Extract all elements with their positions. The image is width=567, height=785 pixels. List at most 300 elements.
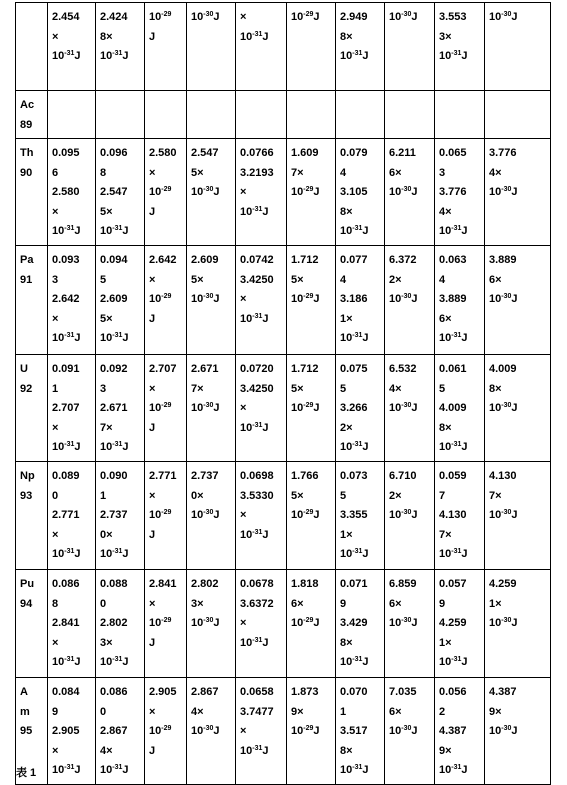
- cell-text: J: [149, 528, 156, 541]
- value-cell: [236, 139, 287, 246]
- cell-text: 2.802: [100, 617, 128, 629]
- value-cell: [96, 355, 145, 462]
- cell-text: $10^{-31}J$: [240, 744, 269, 757]
- cell-text: 3.4250: [240, 273, 274, 286]
- value-cell: [336, 570, 385, 678]
- cell-text: 2.609: [100, 293, 128, 305]
- cell-text: 3.186: [340, 293, 368, 305]
- value-cell: [96, 570, 145, 678]
- cell-text: $10^{-31}J$: [52, 332, 81, 344]
- cell-text: 3.4250: [240, 382, 274, 395]
- data-table: [15, 2, 551, 785]
- element-cell: [16, 570, 48, 678]
- value-cell: [187, 570, 236, 678]
- value-cell: [48, 570, 96, 678]
- cell-text: ×: [149, 705, 156, 718]
- cell-text: 5×: [291, 489, 304, 502]
- cell-text: $10^{-31}J$: [340, 656, 369, 668]
- cell-text: ×: [149, 489, 156, 502]
- value-cell: [96, 3, 145, 91]
- cell-text: 3.5330: [240, 489, 274, 502]
- cell-text: 1×: [340, 528, 353, 541]
- cell-text: 5×: [191, 273, 204, 286]
- cell-text: $10^{-29}$: [149, 186, 172, 198]
- value-cell: [236, 355, 287, 462]
- value-cell: [48, 246, 96, 355]
- table-row: [16, 246, 551, 355]
- cell-text: 0.084: [52, 686, 80, 698]
- cell-text: 3.776: [439, 186, 467, 198]
- value-cell: [435, 355, 485, 462]
- cell-text: Pa: [20, 254, 34, 266]
- value-cell: [236, 91, 287, 139]
- cell-text: $10^{-30}J$: [191, 509, 220, 521]
- cell-text: $10^{-30}J$: [389, 186, 418, 198]
- value-cell: [287, 570, 336, 678]
- cell-text: $10^{-31}J$: [100, 656, 129, 668]
- cell-text: J: [149, 421, 156, 434]
- cell-text: $10^{-31}J$: [100, 332, 129, 344]
- cell-text: $10^{-31}J$: [100, 50, 129, 62]
- cell-text: 6×: [439, 312, 452, 325]
- cell-text: 8×: [439, 421, 452, 434]
- cell-text: 8×: [100, 30, 113, 43]
- value-cell: [48, 139, 96, 246]
- element-cell: [16, 462, 48, 570]
- cell-text: 0.0742: [240, 254, 274, 266]
- cell-text: 1×: [439, 636, 452, 649]
- table-row: [16, 462, 551, 570]
- cell-text: 6×: [291, 597, 304, 610]
- cell-text: 2.905: [149, 686, 177, 698]
- cell-text: 2: [439, 705, 446, 718]
- cell-text: 3: [52, 273, 59, 286]
- table-caption: 表 1: [16, 767, 37, 779]
- cell-text: 0.073: [340, 470, 368, 482]
- cell-text: A: [20, 686, 28, 698]
- table-row: [16, 3, 551, 91]
- cell-text: $10^{-29}$: [149, 617, 172, 629]
- cell-text: Ac: [20, 99, 35, 111]
- cell-text: 4×: [389, 382, 402, 395]
- cell-text: ×: [240, 402, 247, 414]
- cell-text: 7×: [439, 528, 452, 541]
- cell-text: $10^{-29}$: [149, 293, 172, 305]
- cell-text: 1.609: [291, 147, 319, 159]
- cell-text: 9×: [291, 705, 304, 718]
- cell-text: 9×: [489, 705, 502, 718]
- cell-text: 4×: [191, 705, 204, 718]
- cell-text: 4×: [100, 744, 113, 757]
- cell-text: J: [149, 30, 156, 43]
- cell-text: 3.6372: [240, 597, 274, 610]
- cell-text: 94: [20, 597, 33, 610]
- cell-text: 3.776: [489, 147, 517, 159]
- cell-text: 6×: [389, 597, 402, 610]
- cell-text: ×: [240, 11, 247, 23]
- cell-text: 4: [340, 166, 347, 179]
- cell-text: 93: [20, 489, 33, 502]
- element-cell: [16, 91, 48, 139]
- cell-text: 2.671: [191, 363, 219, 375]
- cell-text: 3: [100, 382, 107, 395]
- value-cell: [96, 678, 145, 785]
- value-cell: [287, 678, 336, 785]
- cell-text: 0: [52, 489, 59, 502]
- cell-text: 5×: [100, 312, 113, 325]
- value-cell: [236, 462, 287, 570]
- cell-text: $10^{-30}J$: [389, 402, 418, 414]
- cell-text: 2.580: [149, 147, 177, 159]
- cell-text: J: [149, 205, 156, 218]
- cell-text: J: [149, 636, 156, 649]
- element-cell: [16, 139, 48, 246]
- value-cell: [435, 462, 485, 570]
- cell-text: 2.949: [340, 11, 368, 23]
- value-cell: [385, 570, 435, 678]
- cell-text: ×: [52, 528, 59, 541]
- value-cell: [435, 570, 485, 678]
- cell-text: 2.867: [191, 686, 219, 698]
- cell-text: 3×: [191, 597, 204, 610]
- cell-text: 0.063: [439, 254, 467, 266]
- cell-text: 3.105: [340, 186, 368, 198]
- value-cell: [145, 3, 187, 91]
- cell-text: $10^{-31}J$: [100, 764, 129, 776]
- table-row: [16, 355, 551, 462]
- cell-text: 0.089: [52, 470, 80, 482]
- cell-text: $10^{-30}J$: [489, 725, 518, 737]
- value-cell: [435, 139, 485, 246]
- cell-text: 2.642: [149, 254, 177, 266]
- cell-text: 3.889: [489, 254, 517, 266]
- cell-text: $10^{-31}J$: [240, 421, 269, 434]
- cell-text: 2.905: [52, 725, 80, 737]
- cell-text: ×: [240, 293, 247, 305]
- cell-text: 2.841: [149, 578, 177, 590]
- cell-text: 0.061: [439, 363, 467, 375]
- cell-text: 3.553: [439, 11, 467, 23]
- value-cell: [336, 3, 385, 91]
- cell-text: 0.092: [100, 363, 128, 375]
- cell-text: 4.387: [489, 686, 517, 698]
- cell-text: $10^{-31}J$: [52, 656, 81, 668]
- value-cell: [287, 246, 336, 355]
- cell-text: 0.0658: [240, 686, 274, 698]
- cell-text: $10^{-31}J$: [100, 225, 129, 237]
- cell-text: 3.355: [340, 509, 368, 521]
- cell-text: $10^{-31}J$: [52, 548, 81, 560]
- cell-text: 4: [340, 273, 347, 286]
- cell-text: 0.095: [52, 147, 80, 159]
- cell-text: $10^{-31}J$: [240, 636, 269, 649]
- cell-text: 6.710: [389, 470, 417, 482]
- cell-text: 4.130: [439, 509, 467, 521]
- value-cell: [96, 91, 145, 139]
- value-cell: [187, 246, 236, 355]
- value-cell: [485, 355, 551, 462]
- cell-text: 7×: [191, 382, 204, 395]
- cell-text: 1.873: [291, 686, 319, 698]
- cell-text: $10^{-30}J$: [489, 402, 518, 414]
- cell-text: ×: [52, 636, 59, 649]
- cell-text: Np: [20, 470, 35, 482]
- value-cell: [287, 91, 336, 139]
- cell-text: 0.0698: [240, 470, 274, 482]
- cell-text: $10^{-30}J$: [191, 11, 220, 23]
- cell-text: 6×: [489, 273, 502, 286]
- cell-text: 6.859: [389, 578, 417, 590]
- cell-text: 2×: [340, 421, 353, 434]
- cell-text: 0.091: [52, 363, 80, 375]
- value-cell: [485, 246, 551, 355]
- cell-text: 7×: [489, 489, 502, 502]
- table-body: [16, 3, 551, 785]
- value-cell: [96, 246, 145, 355]
- cell-text: $10^{-29}J$: [291, 617, 320, 629]
- cell-text: 5×: [291, 382, 304, 395]
- cell-text: 89: [20, 118, 33, 131]
- cell-text: 4.009: [489, 363, 517, 375]
- cell-text: 2.609: [191, 254, 219, 266]
- value-cell: [485, 678, 551, 785]
- cell-text: 95: [20, 725, 33, 737]
- table-row: [16, 91, 551, 139]
- value-cell: [385, 246, 435, 355]
- cell-text: 6.532: [389, 363, 417, 375]
- cell-text: ×: [240, 186, 247, 198]
- cell-text: 6×: [389, 166, 402, 179]
- cell-text: J: [149, 312, 156, 325]
- cell-text: $10^{-30}J$: [489, 293, 518, 305]
- cell-text: 8×: [340, 744, 353, 757]
- cell-text: 5×: [100, 205, 113, 218]
- cell-text: 0.094: [100, 254, 128, 266]
- cell-text: $10^{-30}J$: [191, 186, 220, 198]
- cell-text: 0: [100, 705, 107, 718]
- cell-text: 1×: [340, 312, 353, 325]
- cell-text: 2.841: [52, 617, 80, 629]
- cell-text: 3.517: [340, 725, 368, 737]
- cell-text: 0: [100, 597, 107, 610]
- cell-text: 2.707: [149, 363, 177, 375]
- cell-text: ×: [240, 725, 247, 737]
- cell-text: $10^{-29}J$: [291, 509, 320, 521]
- cell-text: ×: [149, 382, 156, 395]
- cell-text: 1×: [489, 597, 502, 610]
- cell-text: 9: [52, 705, 59, 718]
- value-cell: [145, 462, 187, 570]
- cell-text: m: [20, 705, 30, 718]
- cell-text: 2.737: [100, 509, 128, 521]
- cell-text: Th: [20, 147, 34, 159]
- value-cell: [435, 91, 485, 139]
- cell-text: 0.090: [100, 470, 128, 482]
- cell-text: 1: [52, 382, 59, 395]
- cell-text: $10^{-29}J$: [291, 402, 320, 414]
- value-cell: [385, 139, 435, 246]
- cell-text: ×: [240, 509, 247, 521]
- value-cell: [435, 246, 485, 355]
- cell-text: 4×: [439, 205, 452, 218]
- element-cell: [16, 355, 48, 462]
- cell-text: ×: [149, 597, 156, 610]
- value-cell: [485, 3, 551, 91]
- table-row: [16, 139, 551, 246]
- cell-text: 0.075: [340, 363, 368, 375]
- cell-text: 7: [439, 489, 446, 502]
- value-cell: [236, 570, 287, 678]
- cell-text: $10^{-29}J$: [291, 186, 320, 198]
- cell-text: 6: [52, 166, 59, 179]
- cell-text: $10^{-31}J$: [100, 548, 129, 560]
- value-cell: [145, 91, 187, 139]
- cell-text: 2.454: [52, 11, 80, 23]
- value-cell: [485, 139, 551, 246]
- cell-text: $10^{-31}J$: [439, 332, 468, 344]
- cell-text: 1.818: [291, 578, 319, 590]
- value-cell: [96, 139, 145, 246]
- cell-text: $10^{-30}J$: [489, 617, 518, 629]
- cell-text: 8×: [489, 382, 502, 395]
- cell-text: ×: [240, 617, 247, 629]
- cell-text: 2.547: [100, 186, 128, 198]
- value-cell: [236, 678, 287, 785]
- cell-text: 2.671: [100, 402, 128, 414]
- cell-text: 2.771: [52, 509, 80, 521]
- cell-text: 7×: [291, 166, 304, 179]
- value-cell: [385, 462, 435, 570]
- value-cell: [236, 246, 287, 355]
- cell-text: $10^{-30}J$: [389, 617, 418, 629]
- cell-text: 3×: [100, 636, 113, 649]
- cell-text: $10^{-29}J$: [291, 725, 320, 737]
- value-cell: [48, 91, 96, 139]
- cell-text: 7.035: [389, 686, 417, 698]
- cell-text: 2.547: [191, 147, 219, 159]
- value-cell: [336, 355, 385, 462]
- cell-text: $10^{-30}J$: [489, 186, 518, 198]
- cell-text: 0.0766: [240, 147, 274, 159]
- cell-text: $10^{-31}J$: [240, 528, 269, 541]
- cell-text: $10^{-30}J$: [389, 11, 418, 23]
- cell-text: 5: [340, 489, 347, 502]
- cell-text: 0.096: [100, 147, 128, 159]
- value-cell: [287, 462, 336, 570]
- value-cell: [287, 355, 336, 462]
- cell-text: $10^{-29}J$: [291, 11, 320, 23]
- cell-text: 0.093: [52, 254, 80, 266]
- cell-text: 0.056: [439, 686, 467, 698]
- cell-text: 4.387: [439, 725, 467, 737]
- element-cell: [16, 3, 48, 91]
- cell-text: 91: [20, 273, 33, 286]
- cell-text: 2.867: [100, 725, 128, 737]
- cell-text: $10^{-30}J$: [389, 509, 418, 521]
- cell-text: $10^{-30}J$: [191, 293, 220, 305]
- value-cell: [145, 139, 187, 246]
- cell-text: $10^{-31}J$: [340, 50, 369, 62]
- cell-text: $10^{-31}J$: [439, 656, 468, 668]
- value-cell: [336, 91, 385, 139]
- cell-text: 3.266: [340, 402, 368, 414]
- cell-text: ×: [52, 744, 59, 757]
- value-cell: [187, 91, 236, 139]
- cell-text: 6.372: [389, 254, 417, 266]
- cell-text: 2.424: [100, 11, 128, 23]
- cell-text: 2×: [389, 489, 402, 502]
- value-cell: [48, 678, 96, 785]
- value-cell: [336, 246, 385, 355]
- cell-text: 1.712: [291, 363, 319, 375]
- value-cell: [48, 462, 96, 570]
- value-cell: [187, 355, 236, 462]
- cell-text: 4.130: [489, 470, 517, 482]
- cell-text: 9: [340, 597, 347, 610]
- cell-text: $10^{-29}$: [149, 725, 172, 737]
- cell-text: $10^{-30}J$: [191, 402, 220, 414]
- cell-text: 5: [439, 382, 446, 395]
- value-cell: [435, 678, 485, 785]
- value-cell: [236, 3, 287, 91]
- cell-text: 8×: [340, 205, 353, 218]
- cell-text: 5: [340, 382, 347, 395]
- cell-text: 92: [20, 382, 33, 395]
- cell-text: ×: [52, 312, 59, 325]
- cell-text: $10^{-31}J$: [52, 50, 81, 62]
- cell-text: 3.2193: [240, 166, 274, 179]
- cell-text: ×: [52, 421, 59, 434]
- cell-text: 0.065: [439, 147, 467, 159]
- value-cell: [187, 462, 236, 570]
- cell-text: 90: [20, 166, 33, 179]
- value-cell: [145, 355, 187, 462]
- cell-text: 0.079: [340, 147, 368, 159]
- cell-text: $10^{-30}J$: [191, 725, 220, 737]
- cell-text: 2×: [389, 273, 402, 286]
- value-cell: [485, 570, 551, 678]
- cell-text: 1.766: [291, 470, 319, 482]
- value-cell: [287, 3, 336, 91]
- cell-text: 1: [100, 489, 107, 502]
- cell-text: 0.077: [340, 254, 368, 266]
- cell-text: 0×: [191, 489, 204, 502]
- value-cell: [336, 139, 385, 246]
- cell-text: $10^{-31}J$: [340, 441, 369, 453]
- value-cell: [435, 3, 485, 91]
- value-cell: [145, 570, 187, 678]
- cell-text: 6×: [389, 705, 402, 718]
- value-cell: [48, 355, 96, 462]
- cell-text: ×: [149, 166, 156, 179]
- cell-text: $10^{-31}J$: [240, 312, 269, 325]
- cell-text: 3: [439, 166, 446, 179]
- cell-text: $10^{-29}$: [149, 11, 172, 23]
- cell-text: 2.737: [191, 470, 219, 482]
- value-cell: [385, 355, 435, 462]
- value-cell: [287, 139, 336, 246]
- cell-text: 8×: [340, 30, 353, 43]
- cell-text: 0.0720: [240, 363, 274, 375]
- cell-text: 5×: [291, 273, 304, 286]
- element-cell: [16, 246, 48, 355]
- cell-text: 2.642: [52, 293, 80, 305]
- cell-text: 4.009: [439, 402, 467, 414]
- cell-text: $10^{-31}J$: [340, 764, 369, 776]
- cell-text: $10^{-31}J$: [340, 548, 369, 560]
- cell-text: 3.889: [439, 293, 467, 305]
- cell-text: 8: [52, 597, 59, 610]
